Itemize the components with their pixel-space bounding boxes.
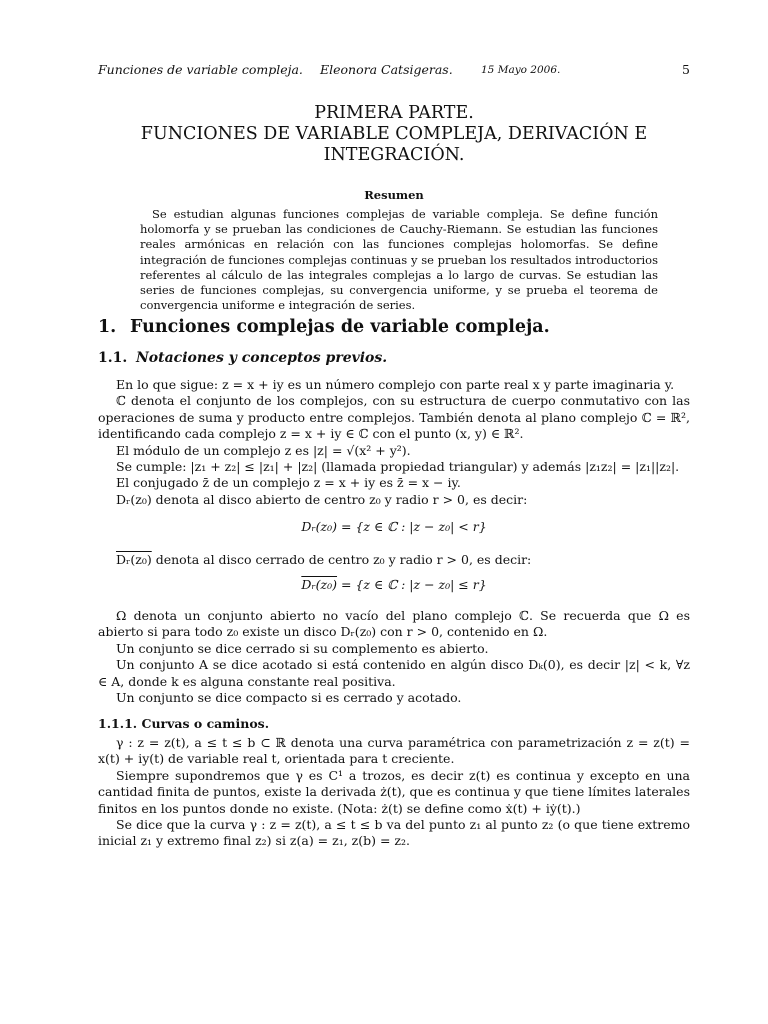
section-title: Funciones complejas de variable compleja. (130, 317, 550, 337)
title-line-1: PRIMERA PARTE. (314, 103, 474, 123)
paragraph: Un conjunto se dice compacto si es cerrado y acotado. (116, 690, 462, 706)
subsection-number: 1.1. (98, 350, 128, 366)
title-line-2: FUNCIONES DE VARIABLE COMPLEJA, DERIVACIÓN E (140, 124, 648, 144)
closed-disk-text: denota al disco cerrado de centro z₀ y radio r > 0, es decir: (151, 552, 532, 567)
abstract-text: Se estudian algunas funciones complejas de variable compleja. Se define función holomorfa y se prueban las condiciones de Cauchy-Riemann. Se estudian las funciones reales armónicas en relación con las funciones complejas holomorfas. Se define integración de funciones complejas continuas y se prueban los resultados introductorios referentes al cálculo de las integrales complejas a lo largo de curvas. Se estudian las series de funciones complejas, su convergencia uniforme, y se prueba el teorema de convergencia uniforme e integración de series. (140, 207, 658, 313)
equation-rhs: = {z ∈ ℂ : |z − z₀| ≤ r} (337, 577, 487, 592)
paragraph: El conjugado z̄ de un complejo z = x + iy es z̄ = x − iy. (116, 475, 461, 491)
page-number: 5 (682, 62, 690, 77)
running-header (98, 62, 690, 80)
equation-open-disk: Dᵣ(z₀) = {z ∈ ℂ : |z − z₀| < r} (301, 519, 487, 534)
body-block-curves (98, 735, 690, 850)
running-title: Funciones de variable compleja. (98, 62, 303, 77)
title-line-3: INTEGRACIÓN. (323, 145, 465, 165)
equation-lhs: Dᵣ(z₀) (301, 577, 338, 592)
abstract (140, 207, 658, 313)
body-block-sets (98, 608, 690, 706)
abstract-heading: Resumen (364, 188, 424, 202)
section-number: 1. (98, 317, 117, 337)
body-block-closed-disk (98, 552, 690, 568)
subsubsection-heading-1-1-1: 1.1.1. Curvas o caminos. (98, 716, 270, 731)
subsection-heading-1-1 (98, 350, 387, 366)
paragraph (98, 552, 690, 568)
part-title (98, 103, 690, 166)
date: 15 Mayo 2006. (481, 64, 561, 76)
paragraph: Se cumple: |z₁ + z₂| ≤ |z₁| + |z₂| (llamada propiedad triangular) y además |z₁z₂| = |z₁||z₂|. (116, 459, 680, 475)
closed-disk-symbol: Dᵣ(z₀) (116, 552, 152, 567)
paragraph: Un conjunto A se dice acotado si está contenido en algún disco Dₖ(0), es decir |z| < k, ∀z ∈ A, donde k es alguna constante real positiva. (98, 657, 690, 689)
section-heading-1 (98, 317, 550, 337)
paragraph: Un conjunto se dice cerrado si su complemento es abierto. (116, 640, 489, 656)
paragraph: En lo que sigue: z = x + iy es un número complejo con parte real x y parte imaginaria y. (116, 377, 675, 392)
paragraph: Siempre supondremos que γ es C¹ a trozos, es decir z(t) es continua y excepto en una cantidad finita de puntos, existe la derivada ż(t), que es continua y que tiene límites laterales finitos en los puntos donde no existe. (Nota: ż(t) se define como ẋ(t) + iẏ(t).) (98, 767, 690, 816)
body-block-notation (98, 377, 690, 508)
subsection-title: Notaciones y conceptos previos. (136, 350, 388, 366)
paragraph: ℂ denota el conjunto de los complejos, con su estructura de cuerpo conmutativo con las operaciones de suma y producto entre complejos. También denota al plano complejo ℂ = ℝ², identificando cada complejo z = x + iy ∈ ℂ con el punto (x, y) ∈ ℝ². (98, 393, 690, 442)
paragraph: Ω denota un conjunto abierto no vacío del plano complejo ℂ. Se recuerda que Ω es abierto si para todo z₀ existe un disco Dᵣ(z₀) con r > 0, contenido en Ω. (98, 608, 690, 640)
author: Eleonora Catsigeras. (320, 62, 453, 77)
equation-closed-disk (98, 577, 690, 592)
paragraph: Dᵣ(z₀) denota al disco abierto de centro z₀ y radio r > 0, es decir: (116, 491, 528, 507)
paragraph: El módulo de un complejo z es |z| = √(x² + y²). (116, 442, 411, 458)
paragraph: γ : z = z(t), a ≤ t ≤ b ⊂ ℝ denota una curva paramétrica con parametrización z = z(t) = x(t) + iy(t) de variable real t, orientada para t creciente. (98, 735, 690, 767)
paragraph: Se dice que la curva γ : z = z(t), a ≤ t ≤ b va del punto z₁ al punto z₂ (o que tiene extremo inicial z₁ y extremo final z₂) si z(a) = z₁, z(b) = z₂. (98, 817, 690, 849)
